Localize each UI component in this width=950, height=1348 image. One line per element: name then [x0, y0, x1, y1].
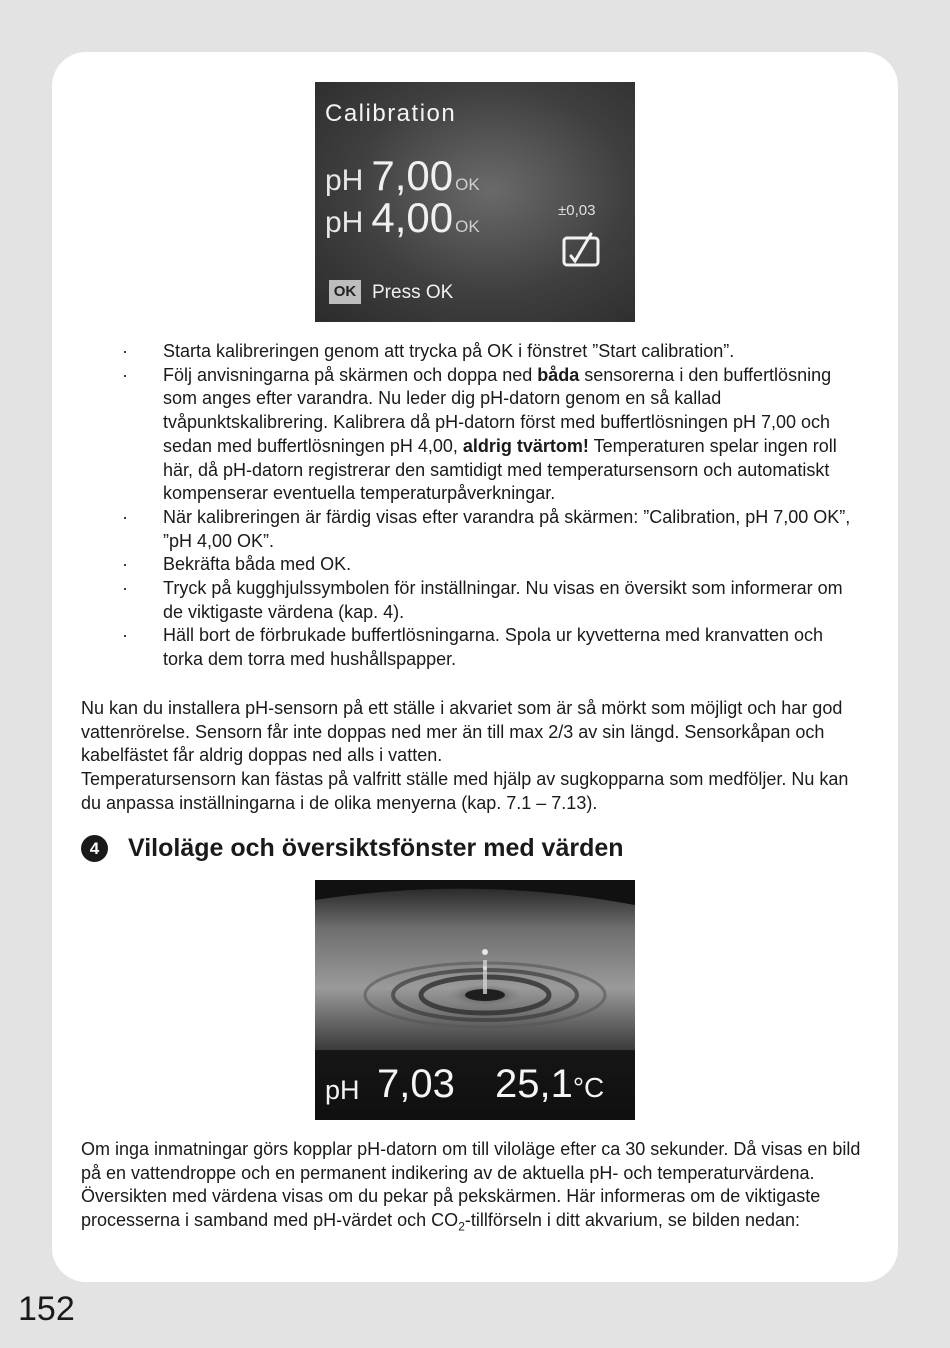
- calibration-screen-image: [315, 82, 635, 322]
- ph-label: pH: [325, 164, 364, 197]
- list-item: · Tryck på kugghjulssymbolen för inställningar. Nu visas en översikt som informerar om de viktigaste värdena (kap. 4).: [122, 578, 843, 622]
- ok-button[interactable]: OK: [329, 280, 361, 304]
- ok-suffix: OK: [455, 217, 480, 236]
- calibration-title: Calibration: [325, 100, 457, 127]
- install-paragraph: Nu kan du installera pH-sensorn på ett ställe i akvariet som är så mörkt som möjligt och har god vattenrörelse. Sensorn får inte doppas ned mer än till max 2/3 av sin längd. Sensorkåpan och kabelfästet får aldrig doppas ned alls i vatten.: [81, 698, 843, 766]
- ph4-value: 4,00: [371, 194, 454, 241]
- standby-screen-image: [315, 880, 635, 1120]
- press-ok-label: Press OK: [372, 282, 454, 303]
- list-item: · När kalibreringen är färdig visas efter varandra på skärmen: ”Calibration, pH 7,00 OK”, ”pH 4,00 OK”.: [122, 506, 851, 551]
- calibration-row-ph7: [325, 152, 480, 200]
- standby-ph-label: pH: [325, 1075, 360, 1105]
- section-heading: [81, 834, 624, 864]
- standby-paragraph: Om inga inmatningar görs kopplar pH-datorn om till viloläge efter ca 30 sekunder. Då visas en bild på en vattendroppe och en permanent indikering av de aktuella pH- och temperaturvärdena. Översikten med värdena visas om du pekar på pekskärmen. Här informeras om de viktigaste processerna i samband med pH-värdet och $CO_2$-tillförseln i ditt akvarium, se bilden nedan:: [81, 1139, 861, 1234]
- celsius-unit: °C: [572, 1072, 605, 1103]
- page-number: 152: [18, 1290, 75, 1328]
- ok-suffix: OK: [455, 175, 480, 194]
- list-item: · Följ anvisningarna på skärmen och doppa ned båda sensorerna i den buffertlösning som anges efter varandra. Nu leder dig pH-datorn genom en så kallad tvåpunktskalibrering. Kalibrera då pH-datorn först med buffertlösningen pH 7,00 och sedan med buffertlösningen pH 4,00, aldrig tvärtom! Temperaturen spelar ingen roll här, då pH-datorn registrerar den samtidigt med temperatursensorn och automatiskt kompenserar eventuella temperaturpåverkningar.: [122, 364, 837, 504]
- section-title: Viloläge och översiktsfönster med värden: [128, 834, 624, 862]
- instruction-list: [118, 340, 858, 672]
- section-number-badge: 4: [81, 835, 108, 862]
- standby-temperature-value: 25,1: [495, 1062, 573, 1106]
- ph7-value: 7,00: [371, 152, 454, 199]
- standby-temperature: [495, 1062, 604, 1107]
- probe-check-icon: [561, 228, 601, 268]
- standby-ph-value: 7,03: [377, 1062, 455, 1106]
- list-item: · Häll bort de förbrukade buffertlösningarna. Spola ur kyvetterna med kranvatten och torka dem torra med hushållspapper.: [122, 625, 824, 670]
- calibration-row-ph4: [325, 194, 480, 242]
- list-item: · Starta kalibreringen genom att trycka på OK i fönstret ”Start calibration”.: [122, 341, 735, 361]
- ph-label: pH: [325, 206, 364, 239]
- list-item: · Bekräfta båda med OK.: [122, 554, 352, 575]
- tolerance-label: ±0,03: [558, 202, 596, 219]
- temperature-sensor-paragraph: Temperatursensorn kan fästas på valfritt ställe med hjälp av sugkopparna som medföljer. Nu kan du anpassa inställningarna i de olika menyerna (kap. 7.1 – 7.13).: [81, 769, 849, 813]
